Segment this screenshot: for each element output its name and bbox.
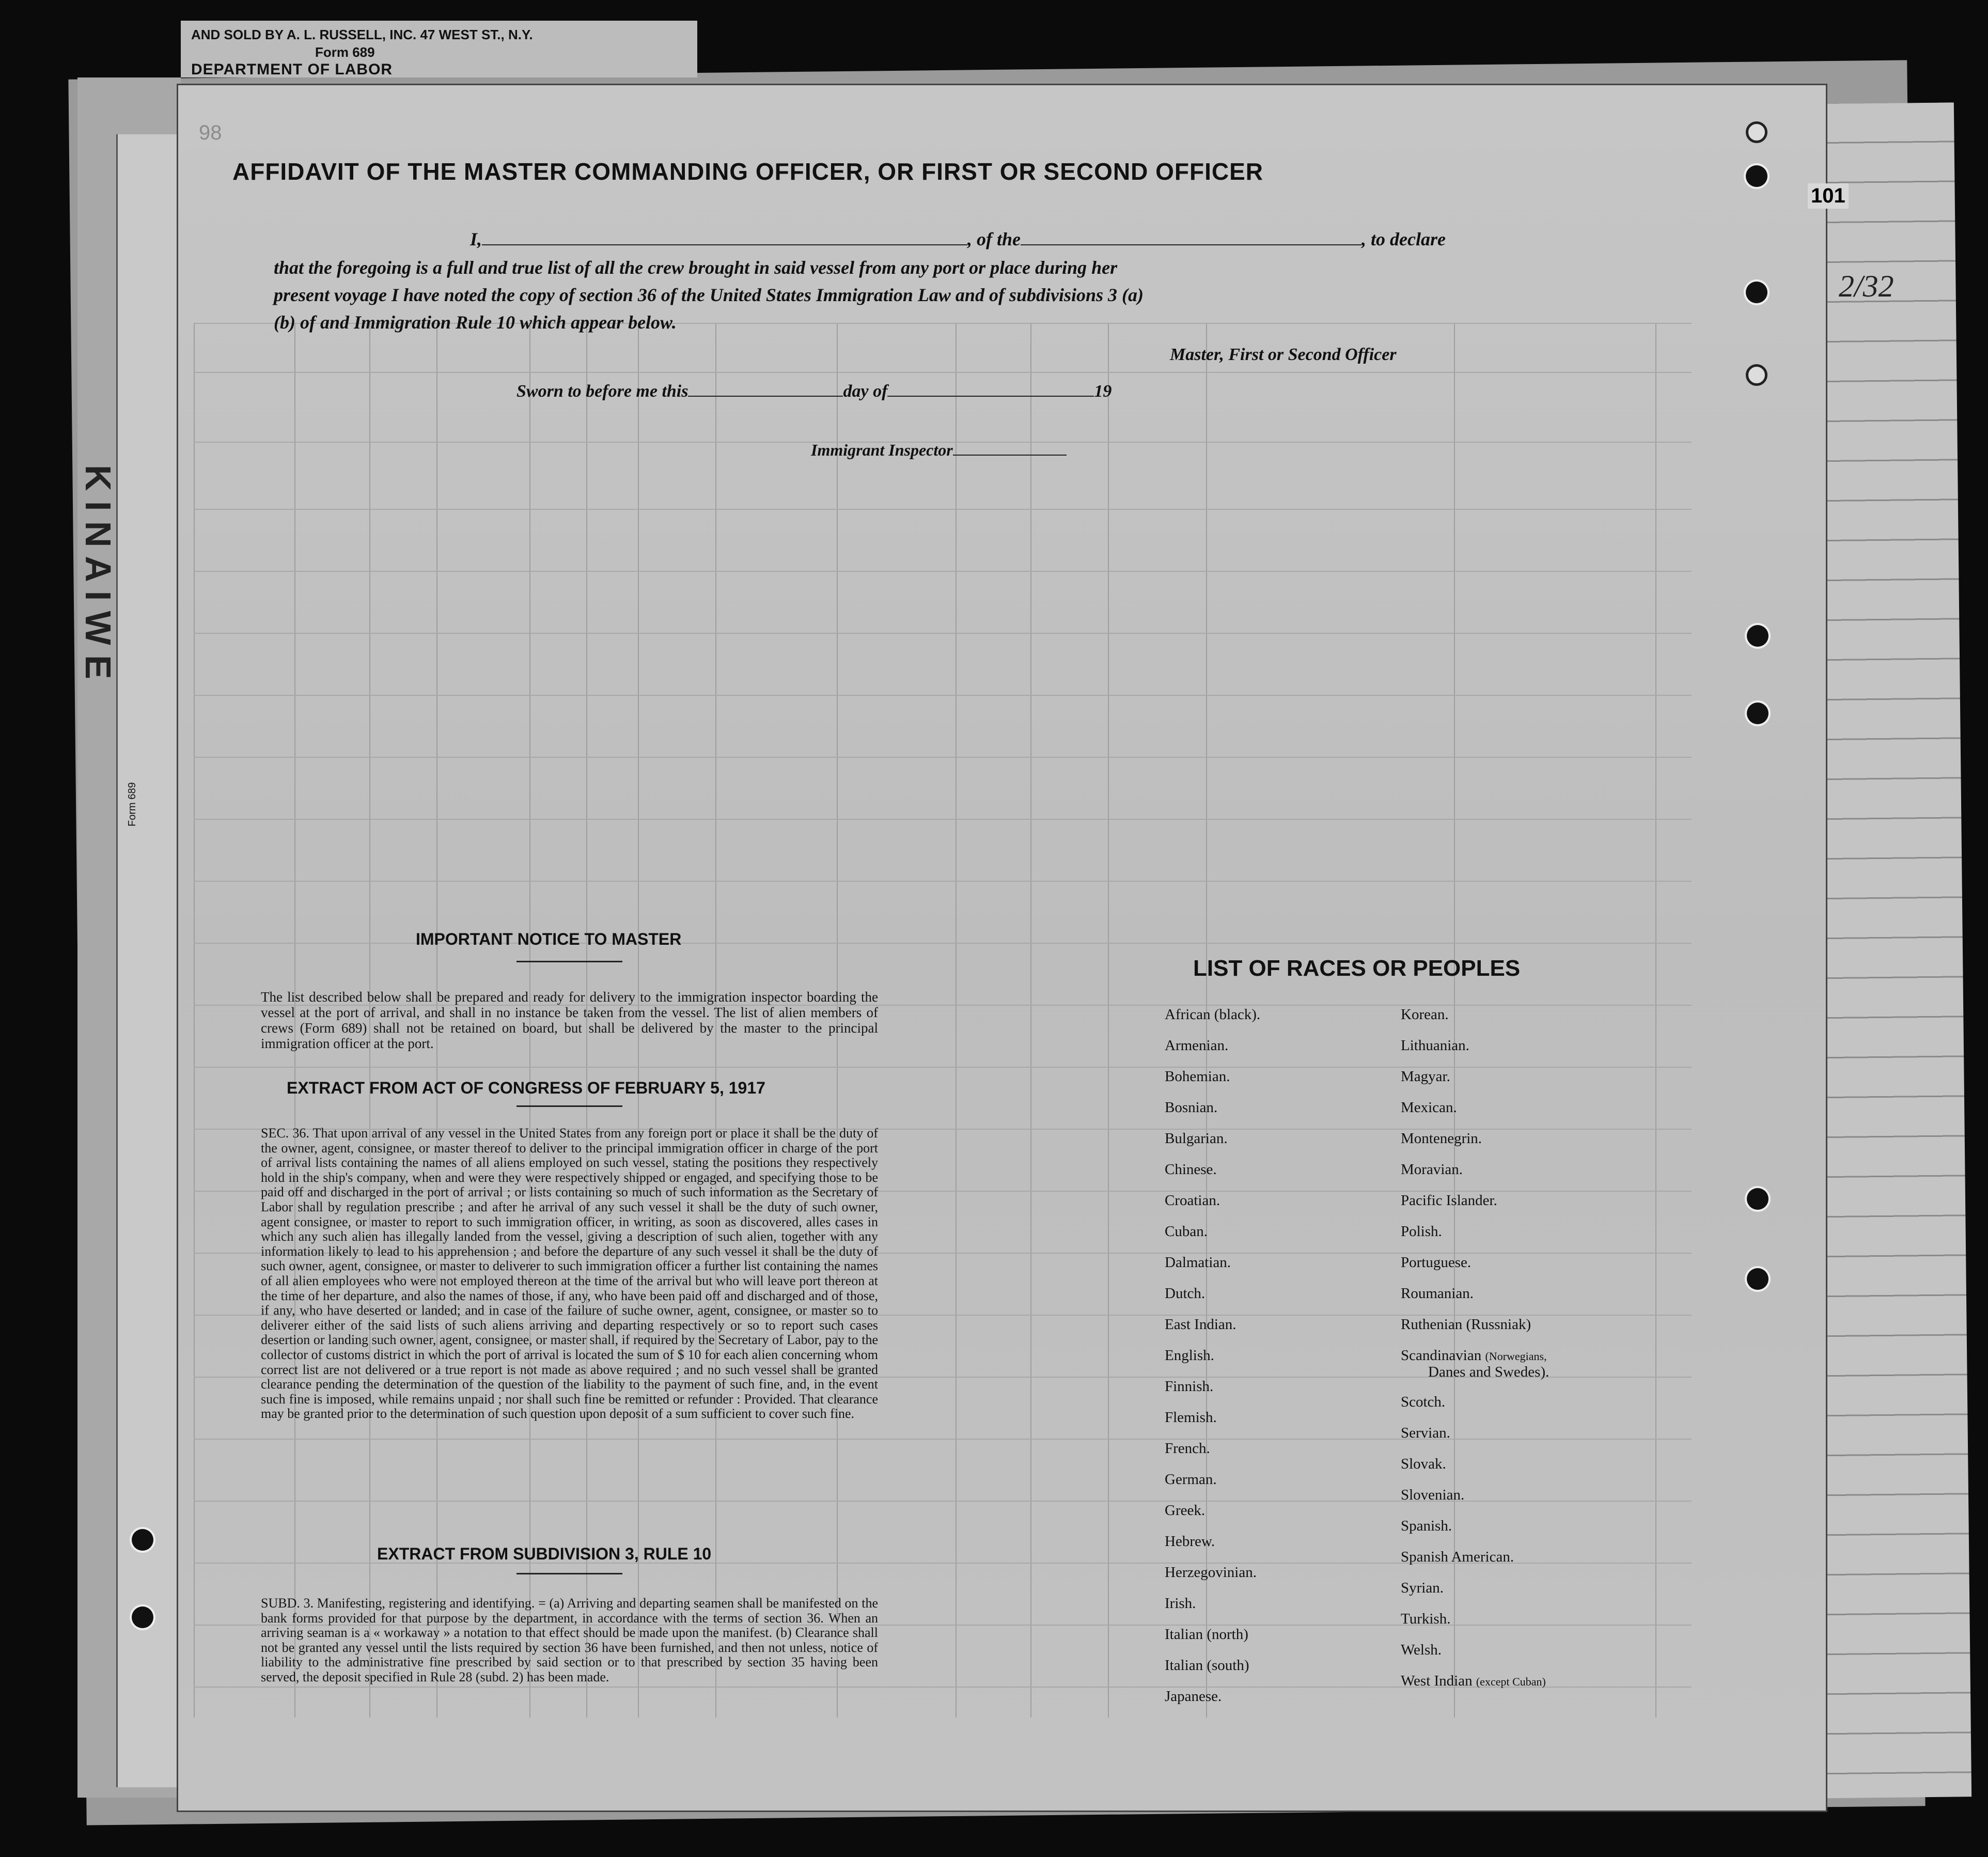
race-left-20: Irish. (1165, 1595, 1196, 1612)
race-left-9: Dalmatian. (1165, 1254, 1231, 1271)
race-right-4: Mexican. (1401, 1099, 1457, 1116)
page-number: 98 (199, 121, 222, 144)
race-left-15: French. (1165, 1440, 1210, 1457)
rule-extract-rule (516, 1573, 622, 1574)
race-right-18: Spanish American. (1401, 1549, 1514, 1565)
binder-hole (1747, 1268, 1768, 1290)
race-left-2: Armenian. (1165, 1037, 1229, 1054)
binder-hole (1746, 121, 1767, 143)
act-extract-rule (516, 1105, 622, 1107)
binder-hole (1747, 625, 1768, 647)
race-left-22: Italian (south) (1165, 1657, 1249, 1674)
notice-text: The list described below shall be prepared and ready for delivery to the immigration inspector boarding the vessel at the port of arrival, and shall in no instance be taken from the vessel. The list of alien members of crews (Form 689) shall not be retained on board, but shall be delivered by the master to the principal immigration officer at the port. (261, 989, 878, 1051)
race-left-12: English. (1165, 1347, 1214, 1364)
side-handwriting: K I N A I W E (78, 465, 118, 679)
races-title: LIST OF RACES OR PEOPLES (1193, 956, 1521, 981)
race-left-17: Greek. (1165, 1502, 1206, 1519)
race-left-10: Dutch. (1165, 1285, 1206, 1302)
binder-hole (1746, 364, 1767, 386)
sworn-line: Sworn to before me this day of 19 (516, 380, 1112, 401)
race-left-16: German. (1165, 1471, 1217, 1488)
rule-extract-text: SUBD. 3. Manifesting, registering and identifying. = (a) Arriving and departing seamen shall be manifested on the bank forms provided for that purpose by the department, in accordance with the terms of section 36. When an arriving seaman is a « workaway » a notation to that effect should be made upon the manifest. (b) Clearance shall not be granted any vessel until the lists required by section 36 have been furnished, and then not unless, notice of liability to the administrative fine prescribed by said section or to that prescribed by section 35 having been served, the deposit specified in Rule 28 (subd. 2) has been made. (261, 1596, 878, 1684)
race-right-13: Scotch. (1401, 1394, 1446, 1410)
race-left-23: Japanese. (1165, 1688, 1222, 1705)
race-right-9: Portuguese. (1401, 1254, 1472, 1271)
notice-rule (516, 961, 622, 962)
form-line: Form 689 (315, 44, 375, 60)
race-right-10: Roumanian. (1401, 1285, 1474, 1302)
race-left-7: Croatian. (1165, 1192, 1220, 1209)
binder-hole (132, 1606, 153, 1628)
affidavit-line-1: I, , of the , to declare (470, 229, 1446, 249)
binder-hole (1746, 282, 1767, 303)
race-left-19: Herzegovinian. (1165, 1564, 1257, 1581)
race-left-1: African (black). (1165, 1006, 1261, 1023)
notice-title: IMPORTANT NOTICE TO MASTER (416, 930, 682, 948)
race-left-6: Chinese. (1165, 1161, 1217, 1178)
affidavit-line-2: that the foregoing is a full and true list of all the crew brought in said vessel from any port or place during her (274, 257, 1118, 278)
race-right-21: Welsh. (1401, 1642, 1442, 1658)
race-right-17: Spanish. (1401, 1518, 1452, 1534)
race-right-1: Korean. (1401, 1006, 1449, 1023)
master-signature-label: Master, First or Second Officer (1170, 345, 1397, 364)
race-right-5: Montenegrin. (1401, 1130, 1482, 1147)
binder-hole (1746, 165, 1767, 187)
side-form-number: Form 689 (127, 782, 138, 826)
race-left-18: Hebrew. (1165, 1533, 1215, 1550)
race-left-4: Bosnian. (1165, 1099, 1218, 1116)
race-left-11: East Indian. (1165, 1316, 1236, 1333)
binder-hole (1747, 1188, 1768, 1210)
race-right-15: Slovak. (1401, 1456, 1446, 1472)
affidavit-line-4: (b) of and Immigration Rule 10 which appear below. (274, 312, 677, 333)
race-right-22: West Indian (except Cuban) (1401, 1673, 1546, 1689)
race-right-8: Polish. (1401, 1223, 1442, 1240)
race-right-11: Ruthenian (Russniak) (1401, 1316, 1531, 1333)
affidavit-line-3: present voyage I have noted the copy of section 36 of the United States Immigration Law and of subdivisions 3 (a) (274, 285, 1144, 305)
printer-line: AND SOLD BY A. L. RUSSELL, INC. 47 WEST ST., N.Y. (191, 27, 533, 42)
printer-label (181, 21, 697, 77)
race-right-19: Syrian. (1401, 1580, 1444, 1596)
race-right-12b: Danes and Swedes). (1428, 1364, 1549, 1380)
race-right-16: Slovenian. (1401, 1487, 1465, 1503)
race-left-5: Bulgarian. (1165, 1130, 1228, 1147)
race-left-13: Finnish. (1165, 1378, 1214, 1395)
race-right-3: Magyar. (1401, 1068, 1450, 1085)
race-left-14: Flemish. (1165, 1409, 1217, 1426)
race-left-21: Italian (north) (1165, 1626, 1248, 1643)
race-right-2: Lithuanian. (1401, 1037, 1469, 1054)
binder-hole (132, 1529, 153, 1551)
immigrant-inspector-line: Immigrant Inspector (811, 439, 1067, 460)
race-right-6: Moravian. (1401, 1161, 1463, 1178)
race-right-20: Turkish. (1401, 1611, 1451, 1627)
stamp-number: 101 (1808, 183, 1849, 209)
race-right-14: Servian. (1401, 1425, 1450, 1441)
race-right-7: Pacific Islander. (1401, 1192, 1497, 1209)
act-extract-title: EXTRACT FROM ACT OF CONGRESS OF FEBRUARY 5, 1917 (287, 1079, 765, 1097)
race-left-8: Cuban. (1165, 1223, 1208, 1240)
affidavit-title: AFFIDAVIT OF THE MASTER COMMANDING OFFICER, OR FIRST OR SECOND OFFICER (232, 158, 1263, 185)
race-left-3: Bohemian. (1165, 1068, 1230, 1085)
race-right-12: Scandinavian (Norwegians, (1401, 1347, 1547, 1364)
act-extract-text: SEC. 36. That upon arrival of any vessel in the United States from any foreign port or place it shall be the duty of the owner, agent, consignee, or master thereof to deliver to the principal immigration officer in charge of the port of arrival lists containing the names of all aliens employed on such vessel, stating the positions they respectively hold in the ship's company, when and were they were respectively shipped or engaged, and specifying those to be paid off and discharged in the port of arrival ; or lists containing so much of such information as the Secretary of Labor shall by regulation prescribe ; and after he arrival of any such vessel it shall be the duty of such owner, agent consignee, or master to report to such immigration officer, in writing, as soon as discovered, alles cases in which any such alien has illegally landed from the vessel, giving a description of such alien, together with any information likely to lead to his apprehension ; and before the departure of any such vessel it shall be the duty of such owner, agent, consignee, or master to deliverer to such immigration officer a further list containing the names of all alien employees who were not employed thereon at the time of the arrival but who will leave port thereon at the time of her departure, and also the names of those, if any, who have been paid off and discharged and of those, if any, who have deserted or landed; and in case of the failure of suche owner, agent, consignee, or master so to deliverer either of the said lists of such aliens arriving and departing respectively or so to report such cases desertion or landing such owner, agent, consignee, or master shall, if required by the Secretary of Labor, pay to the collector of customs district in which the port of arrival is located the sum of $ 10 for each alien concerning whom correct list are not delivered or a true report is not made as above required ; and no such vessel shall be granted clearance pending the determination of the question of the liability to the payment of such fine, and, in the event such fine is imposed, while remains unpaid ; nor shall such fine be remitted or refunder : Provided. That clearance may be granted prior to the determination of such question upon deposit of a sum sufficient to cover such fine. (261, 1126, 878, 1422)
margin-annotation: 2/32 (1839, 269, 1894, 303)
department-name: DEPARTMENT OF LABOR (191, 61, 393, 78)
binder-hole (1747, 703, 1768, 724)
rule-extract-title: EXTRACT FROM SUBDIVISION 3, RULE 10 (377, 1544, 712, 1563)
